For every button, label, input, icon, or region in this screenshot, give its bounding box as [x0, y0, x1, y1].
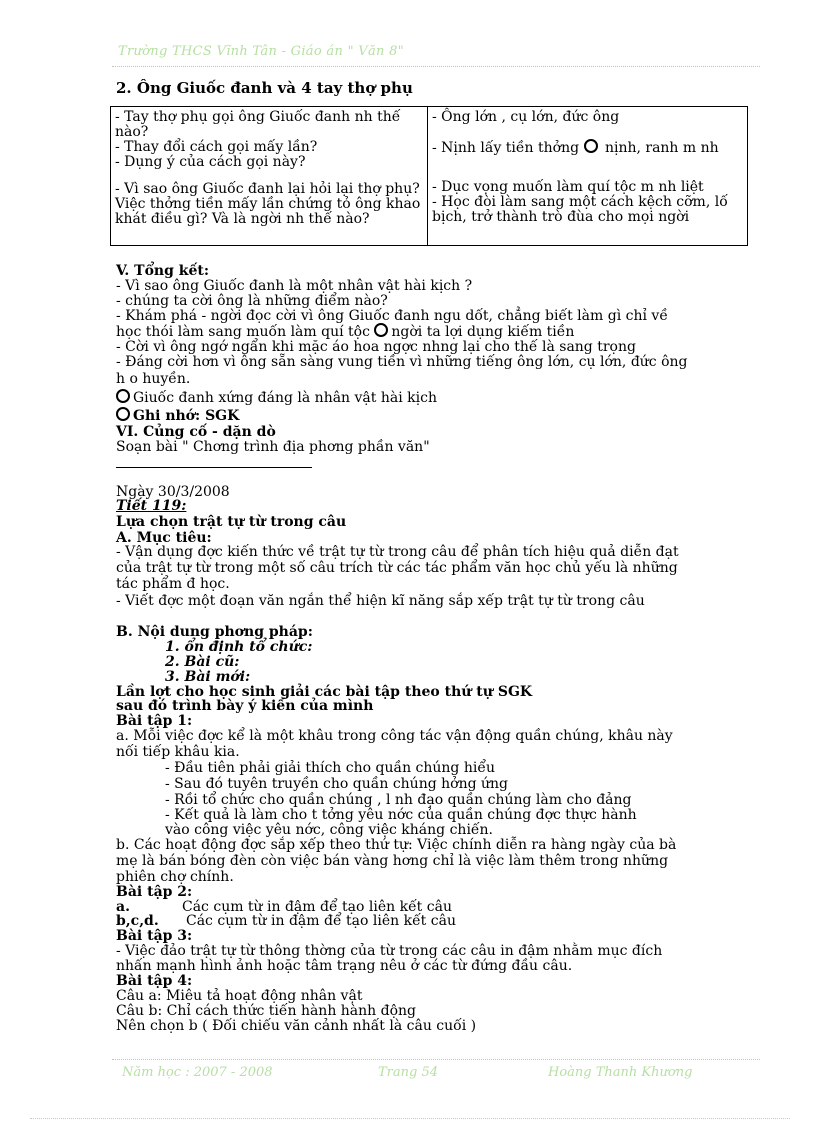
memo-line: Ghi nhớ: SGK	[116, 407, 239, 424]
goal-line: - Vận dụng đợc kiến thức về trật tự từ trong câu để phân tích hiệu quả diễn đạt	[116, 544, 679, 560]
consolidation-line: Soạn bài " Chơng trình địa phơng phần văn"	[116, 439, 430, 455]
exercise-4-title: Bài tập 4:	[116, 973, 193, 989]
exercise-3-line: nhấn mạnh hình ảnh hoặc tâm trạng nêu ở các từ đứng đầu câu.	[116, 958, 573, 974]
exercise-4-line: Câu a: Miêu tả hoạt động nhân vật	[116, 988, 363, 1004]
exercise-1-title: Bài tập 1:	[116, 713, 193, 729]
exercise-1a-line: a. Mỗi việc đợc kể là một khâu trong công tác vận động quần chúng, khâu này	[116, 728, 673, 744]
footer-page: Trang 54	[378, 1065, 439, 1080]
answer-line: - Nịnh lấy tiền thởng nịnh, ranh m nh	[432, 140, 719, 156]
exercise-3-title: Bài tập 3:	[116, 928, 193, 944]
exercise-2-line: b,c,d. Các cụm từ in đậm để tạo liên kết câu	[116, 913, 456, 929]
answers-cell	[428, 107, 748, 246]
exercise-2-line: a. Các cụm từ in đậm để tạo liên kết câu	[116, 899, 452, 915]
answer-line: - Dục vọng muốn làm quí tộc m nh liệt	[432, 179, 704, 195]
bullet-ring-icon	[116, 407, 130, 421]
page-bottom-rule	[30, 1118, 790, 1119]
footer-rule	[112, 1059, 760, 1060]
exercise-1a-line: nối tiếp khâu kia.	[116, 744, 240, 760]
exercise-1-list-item: - Kết quả là làm cho t tởng yêu nớc của quần chúng đợc thực hành	[165, 807, 637, 823]
answer-line: - Ông lớn , cụ lớn, đức ông	[432, 109, 620, 125]
exercise-1-list-item: vào công việc yêu nớc, công việc kháng chiến.	[165, 822, 493, 838]
summary-title: V. Tổng kết:	[116, 263, 210, 279]
page-header: Trường THCS Vĩnh Tân - Giáo án " Văn 8"	[118, 44, 404, 59]
section-2-title: 2. Ông Giuốc đanh và 4 tay thợ phụ	[116, 79, 413, 97]
footer-author: Hoàng Thanh Khương	[548, 1065, 693, 1080]
lesson-period: Tiết 119:	[116, 498, 187, 514]
footer-year: Năm học : 2007 - 2008	[122, 1065, 273, 1080]
summary-line: - Đáng cời hơn vì ông sẵn sàng vung tiền vì những tiếng ông lớn, cụ lớn, đức ông	[116, 354, 688, 370]
exercise-1-list-item: - Rồi tổ chức cho quần chúng , l nh đạo quần chúng làm cho đảng	[165, 792, 632, 808]
goal-line: của trật tự từ trong một số câu trích từ các tác phẩm văn học chủ yếu là những	[116, 560, 678, 576]
bullet-ring-icon	[374, 323, 388, 337]
intro-line: sau đó trình bày ý kiến của mình	[116, 698, 374, 714]
question-line: - Tay thợ phụ gọi ông Giuốc đanh nh thế nào?	[115, 109, 401, 140]
summary-line: - Cời vì ông ngớ ngẩn khi mặc áo hoa ngợc nhng lại cho thế là sang trọng	[116, 339, 636, 355]
exercise-1-list-item: - Sau đó tuyên truyền cho quần chúng hởng ứng	[165, 776, 508, 792]
exercise-1b-line: mẹ là bán bóng đèn còn việc bán vàng hơng chỉ là việc làm thêm trong những	[116, 853, 669, 869]
consolidation-title: VI. Củng cố - dặn dò	[116, 424, 276, 440]
lesson-title: Lựa chọn trật tự từ trong câu	[116, 514, 347, 530]
conclusion-line: Giuốc đanh xứng đáng là nhân vật hài kịch	[116, 389, 437, 406]
exercise-4-line: Câu b: Chỉ cách thức tiến hành hành động	[116, 1003, 417, 1019]
exercise-4-line: Nên chọn b ( Đối chiếu văn cảnh nhất là câu cuối )	[116, 1018, 477, 1034]
lesson-date: Ngày 30/3/2008	[116, 484, 230, 500]
exercise-1b-line: b. Các hoạt động đợc sắp xếp theo thứ tự: Việc chính diễn ra hàng ngày của bà	[116, 837, 677, 853]
section-separator	[116, 467, 312, 468]
bullet-ring-icon	[116, 389, 130, 403]
header-rule	[112, 66, 760, 67]
question-answer-table	[110, 106, 748, 246]
answer-line: - Học đòi làm sang một cách kệch cỡm, lố bịch, trở thành trò đùa cho mọi ngời	[432, 194, 728, 225]
intro-line: Lần lợt cho học sinh giải các bài tập theo thứ tự SGK	[116, 684, 533, 700]
goals-title: A. Mục tiêu:	[116, 530, 212, 546]
content-title: B. Nội dung phơng pháp:	[116, 624, 313, 640]
summary-line: học thói làm sang muốn làm quí tộc ngời ta lợi dụng kiếm tiền	[116, 324, 575, 340]
question-line: - Vì sao ông Giuốc đanh lại hỏi lại thợ phụ? Việc thởng tiền mấy lần chứng tỏ ông khao khát điều gì? Và là ngời nh thế nào?	[115, 181, 421, 227]
exercise-1-list-item: - Đầu tiên phải giải thích cho quần chúng hiểu	[165, 760, 495, 776]
questions-cell	[111, 107, 428, 246]
summary-line: - Vì sao ông Giuốc đanh là một nhân vật hài kịch ?	[116, 278, 473, 294]
question-line: - Thay đổi cách gọi mấy lần?	[115, 139, 318, 155]
exercise-1b-line: phiên chợ chính.	[116, 869, 234, 885]
step-line: 3. Bài mới:	[165, 669, 251, 685]
summary-line: - Khám phá - ngời đọc cời vì ông Giuốc đanh ngu dốt, chẳng biết làm gì chỉ về	[116, 308, 668, 324]
step-line: 2. Bài cũ:	[165, 654, 240, 670]
exercise-3-line: - Việc đảo trật tự từ thông thờng của từ trong các câu in đậm nhằm mục đích	[116, 943, 663, 959]
exercise-2-title: Bài tập 2:	[116, 884, 193, 900]
summary-line: - chúng ta cời ông là những điểm nào?	[116, 293, 388, 309]
goal-line: tác phẩm đ học.	[116, 576, 230, 592]
bullet-ring-icon	[584, 139, 598, 153]
goal-line: - Viết đợc một đoạn văn ngắn thể hiện kĩ năng sắp xếp trật tự từ trong câu	[116, 593, 645, 609]
question-line: - Dụng ý của cách gọi này?	[115, 154, 306, 170]
summary-line: h o huyền.	[116, 371, 191, 387]
step-line: 1. ổn định tổ chức:	[165, 639, 313, 655]
